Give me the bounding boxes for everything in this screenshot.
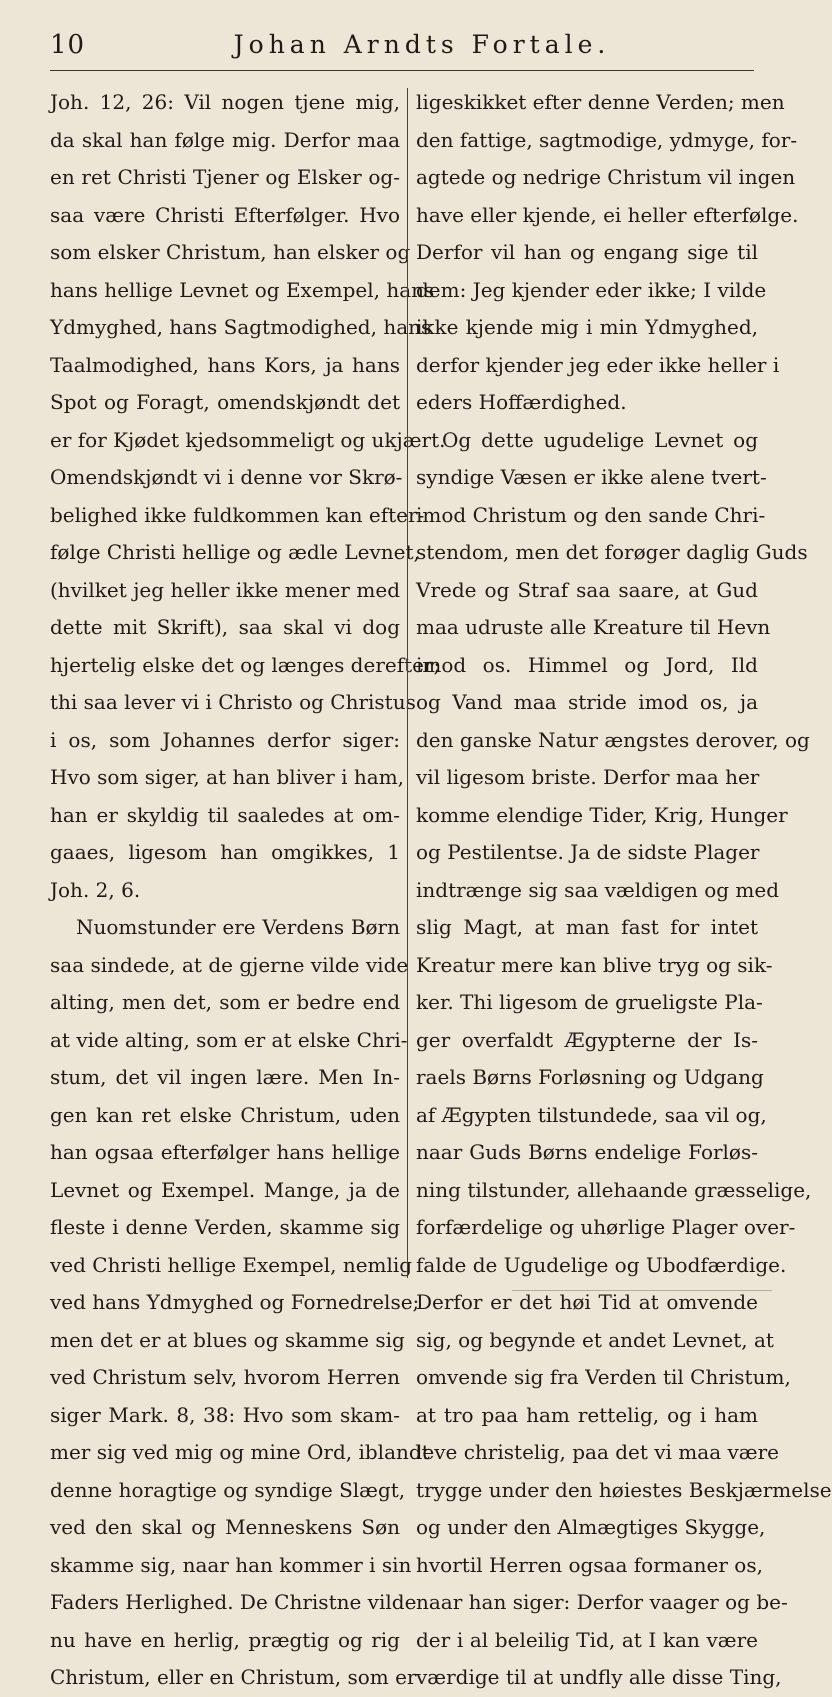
text-line: Omendskjøndt vi i denne vor Skrø-: [50, 465, 403, 489]
text-line: ved hans Ydmyghed og Fornedrelse;: [50, 1290, 420, 1314]
text-line: alting, men det, som er bedre end: [50, 990, 400, 1014]
text-line: mer sig ved mig og mine Ord, iblandt: [50, 1440, 430, 1464]
text-line: Derfor vil han og engang sige til: [416, 240, 758, 264]
text-line: komme elendige Tider, Krig, Hunger: [416, 802, 788, 827]
text-line: saa sindede, at de gjerne vilde vide: [50, 952, 409, 977]
text-line: da skal han følge mig. Derfor maa: [50, 127, 400, 152]
running-title: Johan Arndts Fortale.: [233, 30, 611, 59]
text-line: hjertelig elske det og længes derefter;: [50, 652, 441, 677]
text-line: eders Hoffærdighed.: [416, 390, 627, 414]
text-line: Levnet og Exempel. Mange, ja de: [50, 1177, 400, 1202]
text-line: han er skyldig til saaledes at om-: [50, 802, 400, 827]
text-line: han ogsaa efterfølger hans hellige: [50, 1140, 400, 1164]
column-divider: [407, 88, 408, 1278]
text-line: Hvo som siger, at han bliver i ham,: [50, 765, 405, 789]
text-line: indtrænge sig saa vældigen og med: [416, 877, 780, 902]
text-line: Derfor er det høi Tid at omvende: [416, 1290, 758, 1314]
text-line: af Ægypten tilstundede, saa vil og,: [416, 1102, 767, 1127]
text-line: er for Kjødet kjedsommeligt og ukjært.: [50, 427, 446, 452]
text-line: maa udruste alle Kreature til Hevn: [416, 615, 771, 639]
text-line: stendom, men det forøger daglig Guds: [416, 540, 808, 564]
text-line: naar Guds Børns endelige Forløs-: [416, 1140, 758, 1164]
text-line: imod Christum og den sande Chri-: [416, 502, 766, 527]
text-line: fleste i denne Verden, skamme sig: [50, 1215, 400, 1239]
text-line: vil ligesom briste. Derfor maa her: [416, 765, 760, 789]
text-line: slig Magt, at man fast for intet: [416, 915, 758, 939]
page-edge: [512, 1276, 772, 1291]
text-line: værdige til at undfly alle disse Ting,: [416, 1665, 782, 1689]
text-line: ning tilstunder, allehaande græsselige,: [416, 1177, 812, 1202]
text-line: følge Christi hellige og ædle Levnet,: [50, 540, 420, 564]
text-line: Spot og Foragt, omendskjøndt det: [50, 390, 400, 414]
text-line: men det er at blues og skamme sig: [50, 1327, 405, 1352]
right-column: [416, 84, 832, 1697]
text-line: hans hellige Levnet og Exempel, hans: [50, 277, 435, 302]
text-line: gaaes, ligesom han omgikkes, 1: [50, 840, 400, 864]
text-line: denne horagtige og syndige Slægt,: [50, 1477, 406, 1502]
text-line: den fattige, sagtmodige, ydmyge, for-: [416, 127, 798, 152]
text-line: og under den Almægtiges Skygge,: [416, 1515, 766, 1539]
text-line: saa være Christi Efterfølger. Hvo: [50, 202, 400, 227]
page-number: 10: [50, 30, 86, 60]
text-line: ikke kjende mig i min Ydmyghed,: [416, 315, 758, 339]
text-line: og Pestilentse. Ja de sidste Plager: [416, 840, 760, 864]
text-line: syndige Væsen er ikke alene tvert-: [416, 465, 767, 489]
text-line: Joh. 12, 26: Vil nogen tjene mig,: [50, 90, 400, 114]
text-line: Nuomstunder ere Verdens Børn: [76, 915, 400, 939]
text-line: leve christelig, paa det vi maa være: [416, 1440, 779, 1464]
text-line: at vide alting, som er at elske Chri-: [50, 1027, 408, 1052]
text-line: og Vand maa stride imod os, ja: [416, 690, 758, 714]
text-line: omvende sig fra Verden til Christum,: [416, 1365, 791, 1389]
header-rule: [50, 70, 754, 71]
text-line: siger Mark. 8, 38: Hvo som skam-: [50, 1402, 400, 1427]
text-line: stum, det vil ingen lære. Men In-: [50, 1065, 400, 1089]
text-line: Christum, eller en Christum, som er: [50, 1665, 417, 1689]
text-line: sig, og begynde et andet Levnet, at: [416, 1327, 774, 1352]
text-line: den ganske Natur ængstes derover, og: [416, 727, 810, 752]
text-line: Joh. 2, 6.: [50, 877, 141, 902]
text-line: der i al beleilig Tid, at I kan være: [416, 1627, 758, 1652]
text-line: skamme sig, naar han kommer i sin: [50, 1552, 412, 1577]
text-line: ligeskikket efter denne Verden; men: [416, 90, 785, 114]
text-line: derfor kjender jeg eder ikke heller i: [416, 352, 780, 377]
text-line: Taalmodighed, hans Kors, ja hans: [50, 352, 400, 377]
text-line: Og dette ugudelige Levnet og: [442, 427, 758, 452]
text-line: Kreatur mere kan blive tryg og sik-: [416, 952, 773, 977]
text-line: have eller kjende, ei heller efterfølge.: [416, 202, 799, 227]
text-line: en ret Christi Tjener og Elsker og-: [50, 165, 400, 189]
text-line: gen kan ret elske Christum, uden: [50, 1102, 400, 1127]
text-line: raels Børns Forløsning og Udgang: [416, 1065, 764, 1089]
text-line: imod os. Himmel og Jord, Ild: [416, 652, 758, 677]
text-line: som elsker Christum, han elsker og: [50, 240, 411, 264]
text-line: forfærdelige og uhørlige Plager over-: [416, 1215, 796, 1239]
text-line: nu have en herlig, prægtig og rig: [50, 1627, 400, 1652]
text-line: Faders Herlighed. De Christne vilde: [50, 1590, 417, 1614]
left-column: [50, 84, 446, 1697]
text-line: i os, som Johannes derfor siger:: [50, 727, 400, 752]
text-line: dem: Jeg kjender eder ikke; I vilde: [416, 277, 767, 302]
text-line: naar han siger: Derfor vaager og be-: [416, 1590, 788, 1614]
text-line: dette mit Skrift), saa skal vi dog: [50, 615, 400, 639]
text-line: at tro paa ham rettelig, og i ham: [416, 1402, 758, 1427]
text-line: ved Christum selv, hvorom Herren: [50, 1365, 400, 1389]
page-header: [50, 24, 754, 70]
text-line: agtede og nedrige Christum vil ingen: [416, 165, 796, 189]
text-line: trygge under den høiestes Beskjærmelse: [416, 1477, 832, 1502]
text-line: hvortil Herren ogsaa formaner os,: [416, 1552, 763, 1577]
text-line: Ydmyghed, hans Sagtmodighed, hans: [50, 315, 432, 339]
text-columns: [50, 84, 832, 1689]
text-line: thi saa lever vi i Christo og Christus: [50, 690, 416, 714]
text-line: belighed ikke fuldkommen kan efter-: [50, 502, 425, 527]
text-line: ved den skal og Menneskens Søn: [50, 1515, 400, 1539]
text-line: (hvilket jeg heller ikke mener med: [50, 577, 400, 602]
text-line: ved Christi hellige Exempel, nemlig: [50, 1252, 413, 1277]
text-line: Vrede og Straf saa saare, at Gud: [416, 577, 758, 602]
text-line: ker. Thi ligesom de grueligste Pla-: [416, 990, 763, 1014]
text-line: ger overfaldt Ægypterne der Is-: [416, 1027, 758, 1052]
text-line: falde de Ugudelige og Ubodfærdige.: [416, 1252, 787, 1277]
